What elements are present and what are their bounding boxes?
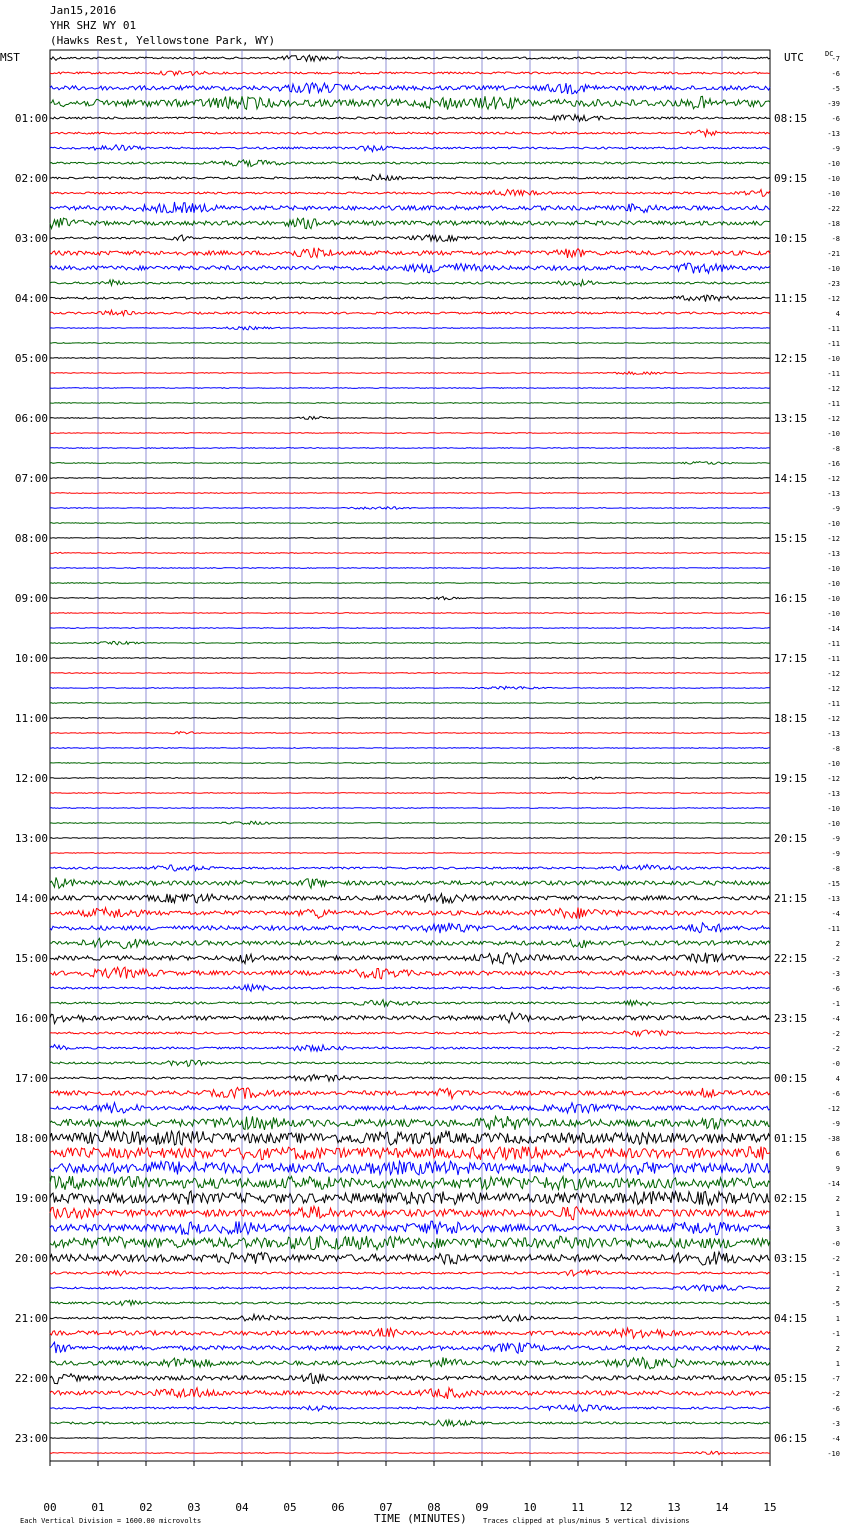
seismic-trace — [50, 568, 770, 569]
seismic-trace — [50, 235, 770, 242]
dc-offset-label: -13 — [827, 895, 840, 903]
dc-offset-label: -13 — [827, 790, 840, 798]
seismic-trace — [50, 1075, 770, 1082]
dc-offset-label: -12 — [827, 385, 840, 393]
dc-offset-label: -1 — [831, 1000, 840, 1008]
seismic-trace — [50, 523, 770, 524]
dc-offset-label: -9 — [831, 850, 840, 858]
seismic-trace — [50, 953, 770, 964]
seismic-trace — [50, 462, 770, 465]
dc-offset-label: -16 — [827, 460, 840, 468]
seismic-trace — [50, 763, 770, 764]
seismic-trace — [50, 71, 770, 76]
seismic-trace — [50, 1030, 770, 1036]
seismic-trace — [50, 372, 770, 375]
dc-offset-label: -2 — [831, 1030, 840, 1038]
seismic-trace — [50, 417, 770, 420]
dc-offset-label: -9 — [831, 505, 840, 513]
seismic-trace — [50, 358, 770, 359]
dc-offset-label: -15 — [827, 880, 840, 888]
utc-hour-label: 01:15 — [774, 1132, 808, 1145]
seismic-trace — [50, 1236, 770, 1250]
dc-offset-label: -7 — [831, 55, 840, 63]
dc-offset-label: -10 — [827, 265, 840, 273]
left-zone-label: MST — [0, 51, 20, 64]
dc-offset-label: -6 — [831, 1090, 840, 1098]
utc-hour-label: 23:15 — [774, 1012, 808, 1025]
x-tick-label: 07 — [379, 1501, 393, 1514]
x-tick-label: 06 — [331, 1501, 345, 1514]
utc-hour-label: 22:15 — [774, 952, 808, 965]
dc-offset-label: -11 — [827, 325, 840, 333]
mst-hour-label: 22:00 — [14, 1372, 48, 1385]
dc-offset-label: -11 — [827, 340, 840, 348]
dc-offset-label: -4 — [831, 910, 840, 918]
seismic-trace — [50, 1103, 770, 1114]
seismic-trace — [50, 190, 770, 197]
x-tick-label: 14 — [715, 1501, 729, 1514]
dc-offset-label: -10 — [827, 190, 840, 198]
dc-offset-label: -10 — [827, 760, 840, 768]
dc-offset-label: 1 — [835, 1315, 840, 1323]
seismic-trace — [50, 718, 770, 719]
x-tick-label: 15 — [763, 1501, 777, 1514]
mst-hour-label: 11:00 — [14, 712, 48, 725]
dc-offset-label: -11 — [827, 700, 840, 708]
seismic-trace — [50, 777, 770, 779]
dc-offset-label: -1 — [831, 1330, 840, 1338]
utc-hour-label: 03:15 — [774, 1252, 808, 1265]
seismic-trace — [50, 1405, 770, 1411]
dc-offset-label: -10 — [827, 820, 840, 828]
dc-offset-label: -11 — [827, 640, 840, 648]
trace-group — [50, 55, 770, 1455]
seismic-trace — [50, 448, 770, 449]
dc-offset-label: -6 — [831, 1405, 840, 1413]
seismic-trace — [50, 923, 770, 933]
dc-offset-label: 4 — [835, 1075, 840, 1083]
mst-hour-label: 03:00 — [14, 232, 48, 245]
dc-offset-label: -8 — [831, 445, 840, 453]
dc-offset-label: -0 — [831, 1060, 840, 1068]
dc-offset-label: 9 — [835, 1165, 840, 1173]
x-tick-label: 03 — [187, 1501, 201, 1514]
seismic-trace — [50, 838, 770, 839]
mst-hour-label: 19:00 — [14, 1192, 48, 1205]
x-tick-label: 01 — [91, 1501, 105, 1514]
seismic-trace — [50, 552, 770, 553]
header-station: YHR SHZ WY 01 — [50, 19, 137, 32]
dc-offset-label: -22 — [827, 205, 840, 213]
seismic-trace — [50, 1373, 770, 1383]
seismic-trace — [50, 967, 770, 979]
utc-hour-label: 18:15 — [774, 712, 808, 725]
mst-hour-label: 02:00 — [14, 172, 48, 185]
seismic-trace — [50, 1146, 770, 1159]
utc-hour-label: 14:15 — [774, 472, 808, 485]
seismic-trace — [50, 1270, 770, 1276]
dc-offset-label: -12 — [827, 1105, 840, 1113]
seismic-trace — [50, 808, 770, 809]
seismic-trace — [50, 1116, 770, 1130]
seismic-trace — [50, 1131, 770, 1145]
x-tick-label: 10 — [523, 1501, 537, 1514]
dc-offset-label: -9 — [831, 1120, 840, 1128]
seismic-trace — [50, 115, 770, 122]
dc-offset-label: 1 — [835, 1360, 840, 1368]
utc-hour-label: 09:15 — [774, 172, 808, 185]
dc-offset-label: -12 — [827, 475, 840, 483]
dc-offset-label: -7 — [831, 1375, 840, 1383]
dc-offset-label: -21 — [827, 250, 840, 258]
dc-offset-label: 3 — [835, 1225, 840, 1233]
seismic-trace — [50, 748, 770, 749]
seismic-trace — [50, 96, 770, 109]
seismic-trace — [50, 1045, 770, 1052]
utc-hour-label: 17:15 — [774, 652, 808, 665]
dc-offset-label: -14 — [827, 625, 840, 633]
mst-hour-label: 15:00 — [14, 952, 48, 965]
x-tick-label: 04 — [235, 1501, 249, 1514]
mst-hour-label: 23:00 — [14, 1432, 48, 1445]
dc-offset-label: 1 — [835, 1210, 840, 1218]
seismic-trace — [50, 160, 770, 167]
mst-hour-label: 16:00 — [14, 1012, 48, 1025]
dc-offset-label: -12 — [827, 535, 840, 543]
utc-hour-label: 05:15 — [774, 1372, 808, 1385]
dc-offset-label: 2 — [835, 1195, 840, 1203]
seismic-trace — [50, 538, 770, 539]
dc-offset-label: -10 — [827, 175, 840, 183]
seismic-trace — [50, 1388, 770, 1399]
seismic-trace — [50, 732, 770, 734]
seismic-trace — [50, 310, 770, 316]
x-tick-label: 08 — [427, 1501, 441, 1514]
seismic-trace — [50, 703, 770, 704]
seismic-trace — [50, 1087, 770, 1098]
seismic-trace — [50, 877, 770, 888]
dc-offset-label: -10 — [827, 160, 840, 168]
dc-offset-label: -10 — [827, 610, 840, 618]
dc-offset-label: -2 — [831, 1390, 840, 1398]
dc-offset-label: -0 — [831, 1240, 840, 1248]
dc-offset-label: -9 — [831, 835, 840, 843]
seismic-trace — [50, 597, 770, 600]
mst-hour-label: 14:00 — [14, 892, 48, 905]
seismic-trace — [50, 1342, 770, 1353]
seismic-trace — [50, 1206, 770, 1219]
x-tick-label: 02 — [139, 1501, 153, 1514]
seismic-trace — [50, 628, 770, 629]
seismic-trace — [50, 248, 770, 258]
mst-hour-label: 12:00 — [14, 772, 48, 785]
dc-offset-label: -6 — [831, 70, 840, 78]
mst-hour-label: 04:00 — [14, 292, 48, 305]
mst-hour-label: 05:00 — [14, 352, 48, 365]
dc-offset-label: -1 — [831, 1270, 840, 1278]
mst-hour-label: 01:00 — [14, 112, 48, 125]
seismic-trace — [50, 985, 770, 992]
footer-right-note: Traces clipped at plus/minus 5 vertical divisions — [483, 1517, 690, 1525]
dc-offset-label: -9 — [831, 145, 840, 153]
seismic-trace — [50, 1221, 770, 1235]
utc-hour-label: 11:15 — [774, 292, 808, 305]
dc-offset-label: -11 — [827, 370, 840, 378]
dc-offset-label: -10 — [827, 595, 840, 603]
utc-hour-label: 15:15 — [774, 532, 808, 545]
mst-hour-label: 13:00 — [14, 832, 48, 845]
dc-offset-label: -18 — [827, 220, 840, 228]
seismic-trace — [50, 853, 770, 854]
dc-label: DC — [825, 50, 834, 58]
seismic-trace — [50, 478, 770, 479]
seismic-trace — [50, 1191, 770, 1205]
dc-offset-label: 6 — [835, 1150, 840, 1158]
dc-offset-label: -12 — [827, 685, 840, 693]
utc-hour-label: 20:15 — [774, 832, 808, 845]
seismic-trace — [50, 1314, 770, 1321]
header-date: Jan15,2016 — [50, 4, 117, 17]
mst-hour-label: 06:00 — [14, 412, 48, 425]
dc-offset-label: -8 — [831, 745, 840, 753]
dc-offset-label: -12 — [827, 775, 840, 783]
utc-hour-label: 08:15 — [774, 112, 808, 125]
mst-hour-label: 07:00 — [14, 472, 48, 485]
dc-offset-label: -12 — [827, 295, 840, 303]
seismic-trace — [50, 908, 770, 919]
seismic-trace — [50, 641, 770, 644]
dc-offset-label: -8 — [831, 865, 840, 873]
dc-offset-label: -12 — [827, 715, 840, 723]
utc-hour-label: 21:15 — [774, 892, 808, 905]
seismic-trace — [50, 583, 770, 584]
mst-hour-label: 09:00 — [14, 592, 48, 605]
dc-offset-label: 2 — [835, 1345, 840, 1353]
mst-hour-label: 17:00 — [14, 1072, 48, 1085]
seismic-trace — [50, 938, 770, 948]
utc-hour-label: 04:15 — [774, 1312, 808, 1325]
dc-offset-label: -5 — [831, 85, 840, 93]
seismic-trace — [50, 865, 770, 872]
seismic-trace — [50, 1420, 770, 1426]
dc-offset-label: -10 — [827, 355, 840, 363]
seismic-trace — [50, 175, 770, 181]
header-location: (Hawks Rest, Yellowstone Park, WY) — [50, 34, 276, 47]
seismic-trace — [50, 433, 770, 434]
utc-hour-label: 06:15 — [774, 1432, 808, 1445]
dc-offset-label: -6 — [831, 115, 840, 123]
label-group — [15, 55, 840, 1514]
dc-offset-label: -12 — [827, 670, 840, 678]
dc-offset-label: -5 — [831, 1300, 840, 1308]
dc-offset-label: -11 — [827, 925, 840, 933]
x-tick-label: 13 — [667, 1501, 681, 1514]
dc-offset-label: -13 — [827, 730, 840, 738]
utc-hour-label: 13:15 — [774, 412, 808, 425]
x-tick-label: 00 — [43, 1501, 57, 1514]
utc-hour-label: 02:15 — [774, 1192, 808, 1205]
seismic-trace — [50, 821, 770, 824]
utc-hour-label: 12:15 — [774, 352, 808, 365]
dc-offset-label: -2 — [831, 1255, 840, 1263]
seismic-trace — [50, 343, 770, 344]
seismic-trace — [50, 1252, 770, 1265]
dc-offset-label: -39 — [827, 100, 840, 108]
dc-offset-label: -13 — [827, 490, 840, 498]
seismic-trace — [50, 130, 770, 137]
dc-offset-label: -13 — [827, 130, 840, 138]
seismic-trace — [50, 295, 770, 302]
dc-offset-label: 2 — [835, 1285, 840, 1293]
dc-offset-label: -10 — [827, 430, 840, 438]
x-tick-label: 11 — [571, 1501, 585, 1514]
plot-frame — [50, 50, 770, 1461]
dc-offset-label: -4 — [831, 1435, 840, 1443]
dc-offset-label: -10 — [827, 520, 840, 528]
seismic-trace — [50, 686, 770, 689]
dc-offset-label: -6 — [831, 985, 840, 993]
seismic-trace — [50, 673, 770, 674]
x-axis-title: TIME (MINUTES) — [374, 1512, 467, 1525]
dc-offset-label: -3 — [831, 1420, 840, 1428]
seismic-trace — [50, 218, 770, 229]
dc-offset-label: -13 — [827, 550, 840, 558]
dc-offset-label: -10 — [827, 805, 840, 813]
seismic-trace — [50, 613, 770, 614]
dc-offset-label: -10 — [827, 565, 840, 573]
right-zone-label: UTC — [784, 51, 804, 64]
mst-hour-label: 08:00 — [14, 532, 48, 545]
mst-hour-label: 21:00 — [14, 1312, 48, 1325]
seismic-trace — [50, 658, 770, 659]
seismic-trace — [50, 1438, 770, 1439]
seismic-trace — [50, 1357, 770, 1369]
mst-hour-label: 20:00 — [14, 1252, 48, 1265]
seismic-trace — [50, 1176, 770, 1190]
utc-hour-label: 19:15 — [774, 772, 808, 785]
x-tick-label: 12 — [619, 1501, 633, 1514]
seismic-trace — [50, 326, 770, 330]
seismic-trace — [50, 1000, 770, 1007]
seismic-trace — [50, 145, 770, 152]
seismic-trace — [50, 507, 770, 510]
seismic-trace — [50, 280, 770, 286]
mst-hour-label: 10:00 — [14, 652, 48, 665]
dc-offset-label: -4 — [831, 1015, 840, 1023]
seismic-trace — [50, 202, 770, 213]
dc-offset-label: -8 — [831, 235, 840, 243]
seismic-trace — [50, 493, 770, 494]
seismic-trace — [50, 793, 770, 794]
dc-offset-label: 2 — [835, 940, 840, 948]
seismic-trace — [50, 1060, 770, 1066]
seismic-trace — [50, 388, 770, 389]
dc-offset-label: -23 — [827, 280, 840, 288]
dc-offset-label: -10 — [827, 1450, 840, 1458]
seismic-trace — [50, 55, 770, 61]
seismic-trace — [50, 83, 770, 94]
seismic-trace — [50, 1161, 770, 1175]
dc-offset-label: -11 — [827, 400, 840, 408]
dc-offset-label: -3 — [831, 970, 840, 978]
utc-hour-label: 00:15 — [774, 1072, 808, 1085]
seismic-trace — [50, 403, 770, 404]
dc-offset-label: -14 — [827, 1180, 840, 1188]
dc-offset-label: -2 — [831, 955, 840, 963]
dc-offset-label: -11 — [827, 655, 840, 663]
seismic-trace — [50, 1328, 770, 1338]
dc-offset-label: -12 — [827, 415, 840, 423]
dc-offset-label: -38 — [827, 1135, 840, 1143]
footer-left-note: Each Vertical Division = 1600.00 microvolts — [20, 1517, 202, 1525]
seismic-trace — [50, 1285, 770, 1292]
seismic-trace — [50, 1013, 770, 1024]
utc-hour-label: 16:15 — [774, 592, 808, 605]
seismic-trace — [50, 1451, 770, 1454]
seismic-trace — [50, 1300, 770, 1305]
x-tick-label: 09 — [475, 1501, 489, 1514]
seismic-trace — [50, 263, 770, 273]
utc-hour-label: 10:15 — [774, 232, 808, 245]
x-tick-label: 05 — [283, 1501, 297, 1514]
seismic-trace — [50, 894, 770, 904]
dc-offset-label: -10 — [827, 580, 840, 588]
mst-hour-label: 18:00 — [14, 1132, 48, 1145]
dc-offset-label: 4 — [835, 310, 840, 318]
dc-offset-label: -2 — [831, 1045, 840, 1053]
minute-grid — [50, 50, 770, 1461]
